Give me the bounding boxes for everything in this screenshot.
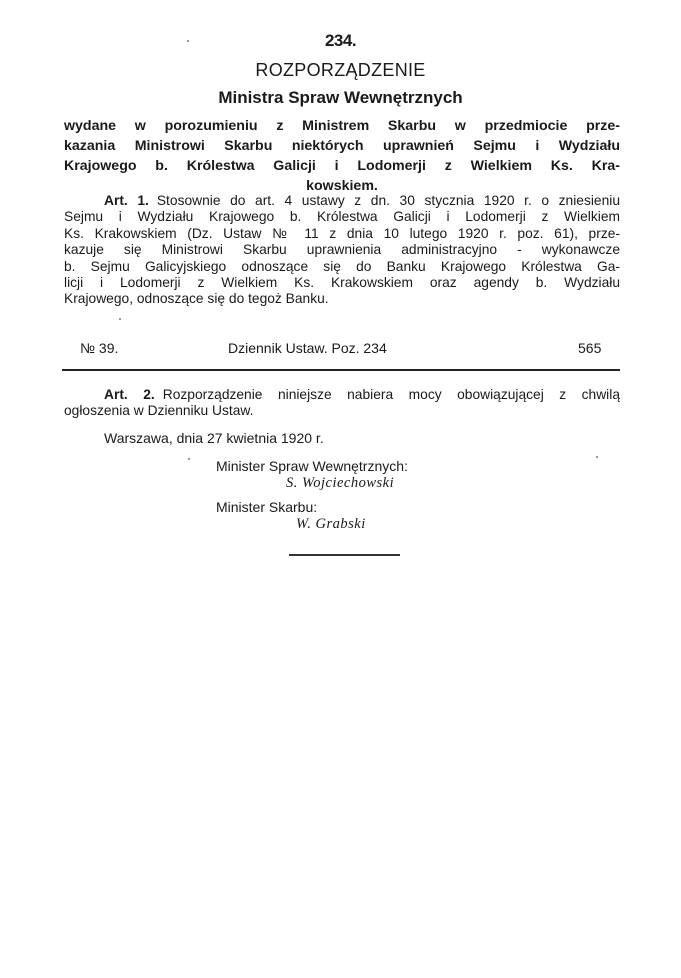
journal-reference: Dziennik Ustaw. Poz. 234 bbox=[228, 340, 387, 356]
article-1-first-line bbox=[64, 193, 620, 209]
article-1-line: kazuje się Ministrowi Skarbu uprawnienia administracyjno - wykonawcze bbox=[64, 242, 620, 258]
article-2-label: Art. 2. bbox=[104, 387, 155, 402]
preamble-line: Krajowego b. Królestwa Galicji i Lodomerji z Wielkiem Ks. Kra- bbox=[64, 158, 620, 174]
article-1-line: Ks. Krakowskiem (Dz. Ustaw № 11 z dnia 10 lutego 1920 r. poz. 61), prze- bbox=[64, 225, 620, 241]
signature-name: S. Wojciechowski bbox=[286, 475, 395, 491]
article-1-line: licji i Lodomerji z Wielkiem Ks. Krakowskiem oraz agendy b. Wydziału bbox=[64, 274, 620, 290]
article-2-text: Rozporządzenie niniejsze nabiera mocy obowiązującej z chwilą bbox=[162, 387, 620, 402]
issue-number: № 39. bbox=[80, 340, 119, 356]
scan-speck bbox=[596, 456, 598, 458]
article-2-first-line bbox=[64, 387, 620, 403]
article-1-label: Art. 1. bbox=[104, 193, 149, 208]
signature-title: Minister Skarbu: bbox=[216, 499, 318, 515]
scan-speck bbox=[119, 318, 121, 320]
page-number: 565 bbox=[578, 340, 602, 356]
article-2 bbox=[64, 387, 620, 420]
item-number: 234. bbox=[324, 31, 357, 50]
document-title: ROZPORZĄDZENIE bbox=[255, 60, 426, 80]
article-1 bbox=[64, 193, 620, 308]
header-rule bbox=[62, 369, 620, 371]
article-1-line: Krajowego, odnoszące się do tegoż Banku. bbox=[64, 291, 329, 307]
preamble-line: wydane w porozumieniu z Ministrem Skarbu w przedmiocie prze- bbox=[64, 118, 620, 134]
scan-speck bbox=[187, 40, 189, 42]
document-subtitle: Ministra Spraw Wewnętrznych bbox=[218, 88, 463, 107]
preamble-line: kowskiem. bbox=[306, 178, 378, 194]
article-1-line: Sejmu i Wydziału Krajowego b. Królestwa Galicji i Lodomerji z Wielkiem bbox=[64, 209, 620, 225]
signature-title: Minister Spraw Wewnętrznych: bbox=[216, 458, 408, 474]
article-2-line: ogłoszenia w Dzienniku Ustaw. bbox=[64, 403, 254, 419]
preamble-line: kazania Ministrowi Skarbu niektórych uprawnień Sejmu i Wydziału bbox=[64, 138, 620, 154]
article-1-line: b. Sejmu Galicyjskiego odnoszące się do Banku Krajowego Królestwa Ga- bbox=[64, 258, 620, 274]
scan-speck bbox=[188, 458, 190, 460]
article-1-text: Stosownie do art. 4 ustawy z dn. 30 stycznia 1920 r. o zniesieniu bbox=[156, 193, 621, 208]
preamble bbox=[64, 116, 620, 196]
closing-rule bbox=[289, 554, 400, 556]
place-and-date: Warszawa, dnia 27 kwietnia 1920 r. bbox=[104, 430, 324, 446]
signature-name: W. Grabski bbox=[296, 516, 366, 532]
